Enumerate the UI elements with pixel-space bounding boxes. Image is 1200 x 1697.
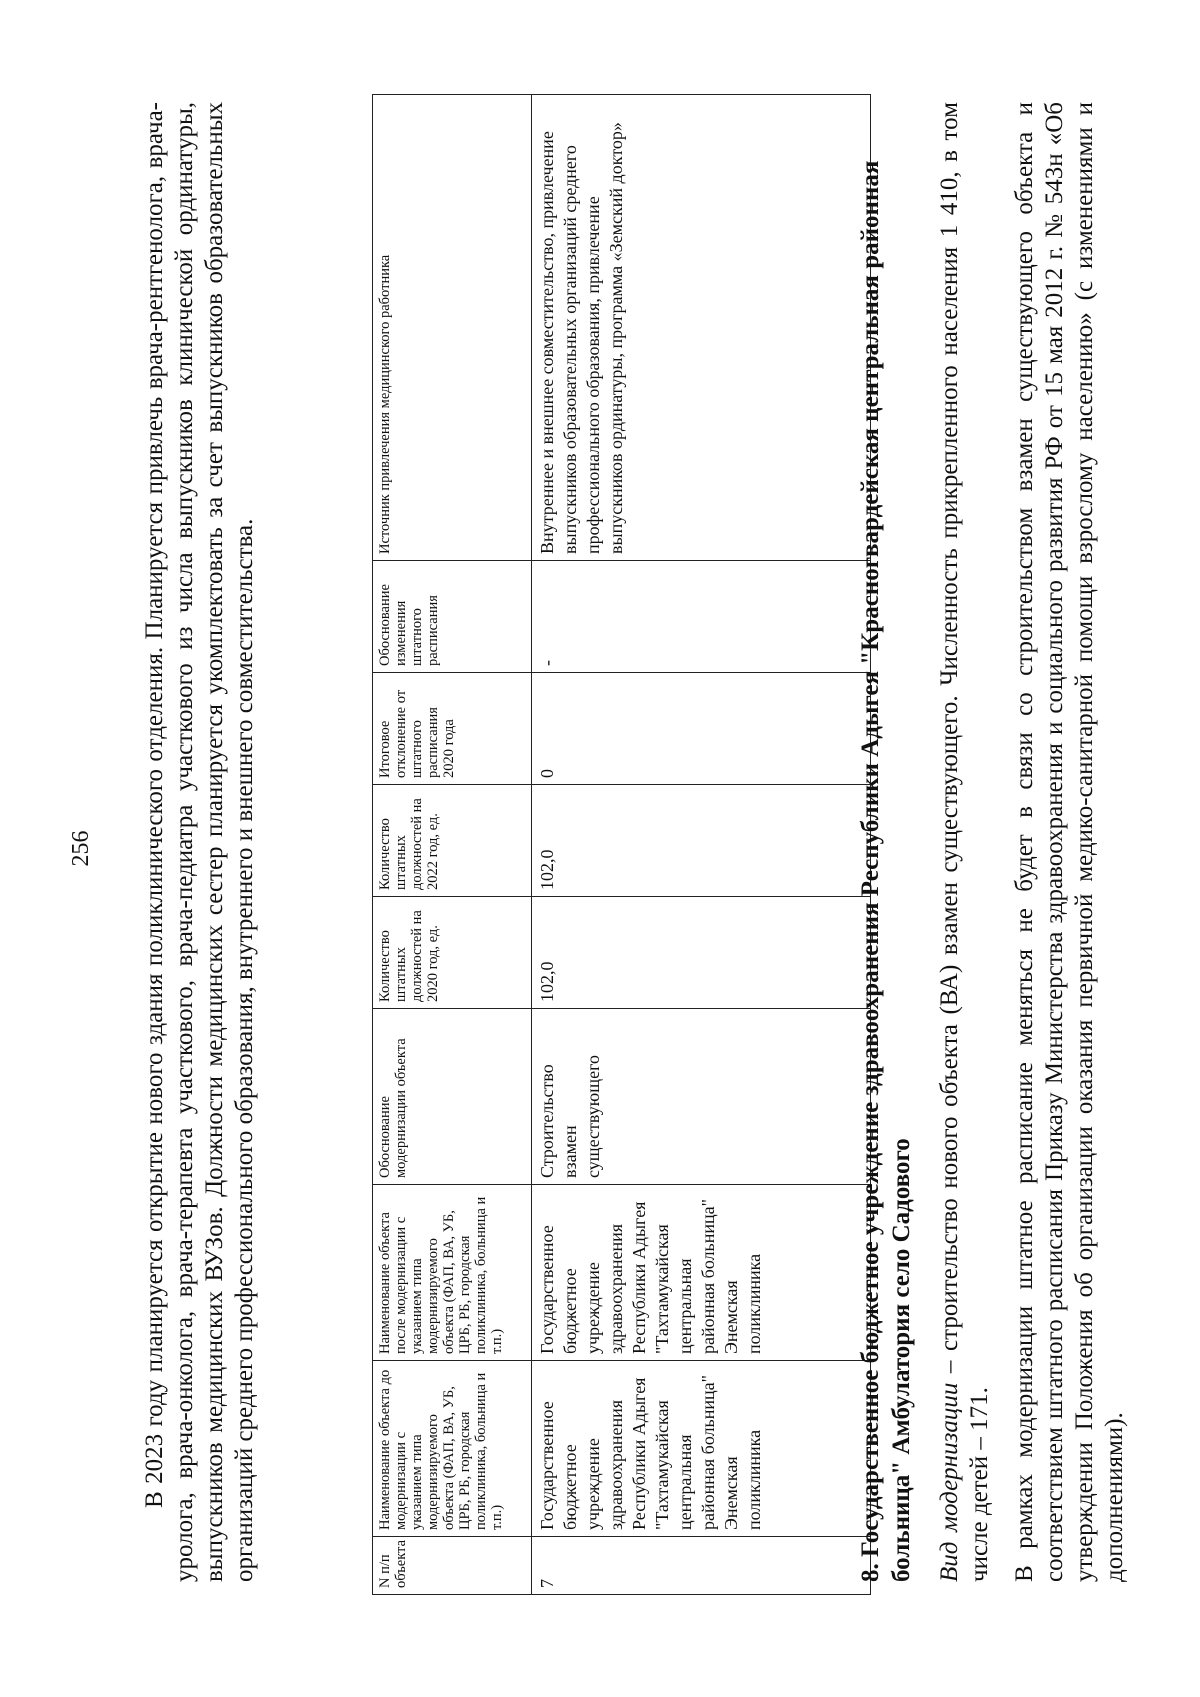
intro-paragraph: В 2023 году планируется открытие нового здания поликлинического отделения. Планируется привлечь врача-рентгенолога, врача-уролога, врача-онколога, врача-терапевта участкового, врача-педиатра участкового из числа выпускников клинической ординатуры, выпускников медицинских ВУЗов. Должности медицинских сестер планируется укомплектовать за счет выпускников образовательных организаций среднего профессионального образования, внутреннего и внешнего совместительства. <box>141 102 258 1582</box>
header-name-after: Наименование объекта после модернизации с указанием типа модернизируемого объекта (ФАП, ВА, УБ, ЦРБ, РБ, городская поликлиника, больница и т.п.) <box>373 1185 532 1361</box>
table-header-row <box>373 95 532 1595</box>
table-row <box>532 95 871 1595</box>
header-number: N п/п объекта <box>373 1537 532 1595</box>
header-name-before: Наименование объекта до модернизации с указанием типа модернизируемого объекта (ФАП, ВА, УБ, ЦРБ, РБ, городская поликлиника, больница и т.п.) <box>373 1361 532 1537</box>
section-heading: 8. Государственное бюджетное учреждение здравоохранения Республики Адыгея "Красногвардейская центральная районная больница" Амбулатория село Садового <box>857 160 915 1582</box>
header-staff-2020: Количество штатных должностей на 2020 год, ед. <box>373 897 532 1009</box>
header-staff-2022: Количество штатных должностей на 2022 год, ед. <box>373 785 532 897</box>
cell-staff-2020: 102,0 <box>532 897 871 1009</box>
cell-name-before: Государственное бюджетное учреждение здравоохранения Республики Адыгея "Тахтамукайская центральная районная больница" Энемская поликлиника <box>532 1361 871 1537</box>
header-change-reason: Обоснование изменения штатного расписания <box>373 561 532 673</box>
cell-change-reason: - <box>532 561 871 673</box>
staffing-table <box>372 94 871 1595</box>
header-source: Источник привлечения медицинского работника <box>373 95 532 561</box>
modernization-label: Вид модернизации <box>936 1382 963 1582</box>
header-justification: Обоснование модернизации объекта <box>373 1009 532 1185</box>
closing-paragraph: В рамках модернизации штатное расписание меняться не будет в связи со строительством взамен существующего объекта и соответствием штатного расписания Приказу Министерства здравоохранения и социального развития РФ от 15 мая 2012 г. № 543н «Об утверждении Положения об организации оказания первичной медико-санитарной помощи взрослому населению» (с изменениями и дополнениями). <box>1011 102 1128 1582</box>
cell-name-after: Государственное бюджетное учреждение здравоохранения Республики Адыгея "Тахтамукайская центральная районная больница" Энемская поликлиника <box>532 1185 871 1361</box>
cell-staff-2022: 102,0 <box>532 785 871 897</box>
modernization-paragraph <box>935 102 995 1582</box>
cell-source: Внутреннее и внешнее совместительство, привлечение выпускников образовательных организаций среднего профессионального образования, привлечение выпускников ординатуры, программа «Земский доктор» <box>532 95 871 561</box>
header-deviation: Итоговое отклонение от штатного расписания 2020 года <box>373 673 532 785</box>
cell-justification: Строительство взамен существующего <box>532 1009 871 1185</box>
page-number: 256 <box>68 830 94 867</box>
cell-deviation: 0 <box>532 673 871 785</box>
modernization-text: – строительство нового объекта (ВА) взамен существующего. Численность прикрепленного населения 1 410, в том числе детей – 171. <box>936 102 993 1582</box>
cell-number: 7 <box>532 1537 871 1595</box>
